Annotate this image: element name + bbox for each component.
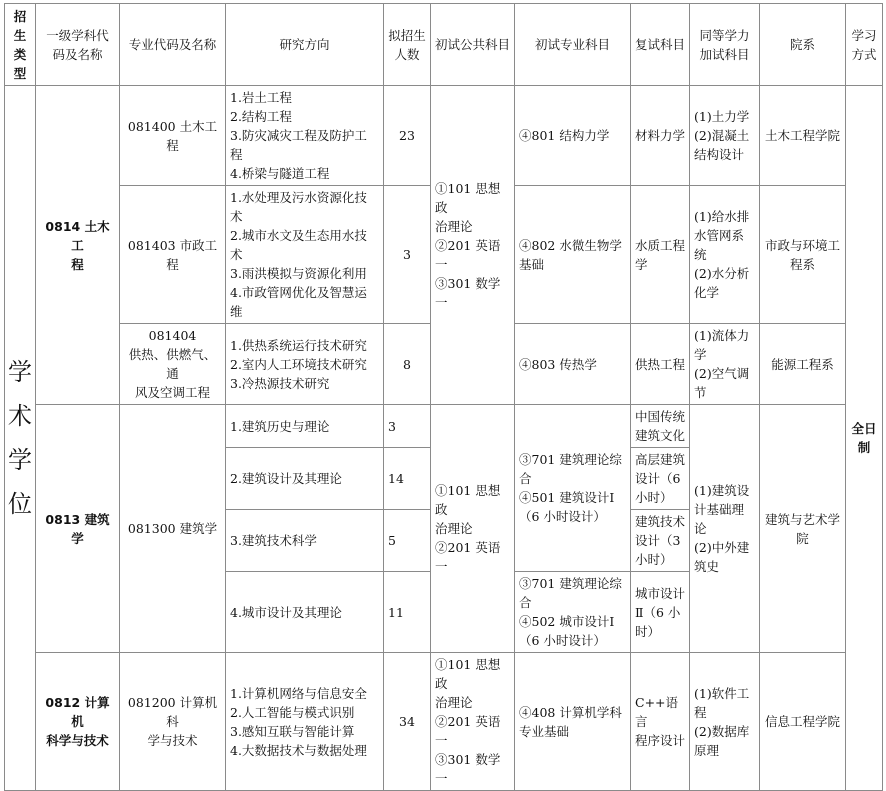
direction-arch-2: 2.建筑设计及其理论 — [226, 448, 384, 510]
extra-civil-eng: (1)土力学 (2)混凝土 结构设计 — [690, 86, 760, 186]
header-discipline: 一级学科代 码及名称 — [36, 4, 120, 86]
degree-type-cell: 学 术 学 位 — [5, 86, 36, 791]
table-row — [5, 86, 883, 186]
public-exam-civil: ①101 思想政 治理论 ②201 英语一 ③301 数学一 — [431, 86, 515, 405]
retest-hvac: 供热工程 — [631, 324, 690, 405]
public-exam-arch: ①101 思想政 治理论 ②201 英语一 — [431, 405, 515, 653]
school-civil-eng: 土木工程学院 — [760, 86, 846, 186]
retest-computer: C++语言 程序设计 — [631, 653, 690, 791]
direction-computer: 1.计算机网络与信息安全 2.人工智能与模式识别 3.感知互联与智能计算 4.大数据技术与数据处理 — [226, 653, 384, 791]
table-row — [5, 653, 883, 791]
major-civil-eng: 081400 土木工程 — [120, 86, 226, 186]
count-hvac: 8 — [384, 324, 431, 405]
header-school: 院系 — [760, 4, 846, 86]
extra-arch: (1)建筑设 计基础理 论 (2)中外建 筑史 — [690, 405, 760, 653]
header-major-exam: 初试专业科目 — [515, 4, 631, 86]
count-arch-4: 11 — [384, 572, 431, 653]
header-public-exam: 初试公共科目 — [431, 4, 515, 86]
discipline-civil — [36, 86, 120, 405]
direction-municipal: 1.水处理及污水资源化技术 2.城市水文及生态用水技术 3.雨洪模拟与资源化利用 4.市政管网优化及智慧运维 — [226, 186, 384, 324]
discipline-arch — [36, 405, 120, 653]
discipline-cs-text: 0812 计算机 科学与技术 — [45, 695, 110, 748]
header-retest: 复试科目 — [631, 4, 690, 86]
header-row — [5, 4, 883, 86]
count-civil-eng: 23 — [384, 86, 431, 186]
direction-arch-4: 4.城市设计及其理论 — [226, 572, 384, 653]
major-hvac: 081404 供热、供燃气、通 风及空调工程 — [120, 324, 226, 405]
retest-civil-eng: 材料力学 — [631, 86, 690, 186]
retest-arch-3: 建筑技术 设计（3 小时） — [631, 510, 690, 572]
major-exam-municipal: ④802 水微生物学 基础 — [515, 186, 631, 324]
discipline-civil-text: 0814 土木工 程 — [45, 218, 110, 272]
count-municipal: 3 — [384, 186, 431, 324]
header-extra: 同等学力 加试科目 — [690, 4, 760, 86]
direction-arch-1: 1.建筑历史与理论 — [226, 405, 384, 448]
major-computer: 081200 计算机科 学与技术 — [120, 653, 226, 791]
major-exam-arch-a: ③701 建筑理论综 合 ④501 建筑设计Ⅰ （6 小时设计） — [515, 405, 631, 572]
school-arch: 建筑与艺术学 院 — [760, 405, 846, 653]
school-municipal: 市政与环境工 程系 — [760, 186, 846, 324]
count-arch-3: 5 — [384, 510, 431, 572]
major-exam-hvac: ④803 传热学 — [515, 324, 631, 405]
count-arch-1: 3 — [384, 405, 431, 448]
header-type: 招 生 类 型 — [5, 4, 36, 86]
direction-hvac: 1.供热系统运行技术研究 2.室内人工环境技术研究 3.冷热源技术研究 — [226, 324, 384, 405]
header-major: 专业代码及名称 — [120, 4, 226, 86]
major-exam-computer: ④408 计算机学科 专业基础 — [515, 653, 631, 791]
count-computer: 34 — [384, 653, 431, 791]
direction-civil-eng: 1.岩土工程 2.结构工程 3.防灾减灾工程及防护工程 4.桥梁与隧道工程 — [226, 86, 384, 186]
retest-arch-1: 中国传统 建筑文化 — [631, 405, 690, 448]
discipline-cs — [36, 653, 120, 791]
public-exam-cs: ①101 思想政 治理论 ②201 英语一 ③301 数学一 — [431, 653, 515, 791]
discipline-arch-text: 0813 建筑学 — [45, 511, 110, 546]
admissions-table — [4, 3, 883, 791]
table-row — [5, 405, 883, 448]
retest-arch-2: 高层建筑 设计（6 小时） — [631, 448, 690, 510]
extra-municipal: (1)给水排 水管网系 统 (2)水分析 化学 — [690, 186, 760, 324]
direction-arch-3: 3.建筑技术科学 — [226, 510, 384, 572]
header-direction: 研究方向 — [226, 4, 384, 86]
major-exam-civil-eng: ④801 结构力学 — [515, 86, 631, 186]
retest-municipal: 水质工程 学 — [631, 186, 690, 324]
major-architecture: 081300 建筑学 — [120, 405, 226, 653]
header-mode: 学习 方式 — [846, 4, 883, 86]
school-computer: 信息工程学院 — [760, 653, 846, 791]
study-mode-cell: 全日 制 — [846, 86, 883, 791]
retest-arch-4: 城市设计 Ⅱ（6 小 时） — [631, 572, 690, 653]
count-arch-2: 14 — [384, 448, 431, 510]
header-count: 拟招生 人数 — [384, 4, 431, 86]
major-exam-arch-b: ③701 建筑理论综 合 ④502 城市设计Ⅰ （6 小时设计） — [515, 572, 631, 653]
major-municipal: 081403 市政工程 — [120, 186, 226, 324]
extra-computer: (1)软件工 程 (2)数据库 原理 — [690, 653, 760, 791]
school-hvac: 能源工程系 — [760, 324, 846, 405]
extra-hvac: (1)流体力 学 (2)空气调 节 — [690, 324, 760, 405]
